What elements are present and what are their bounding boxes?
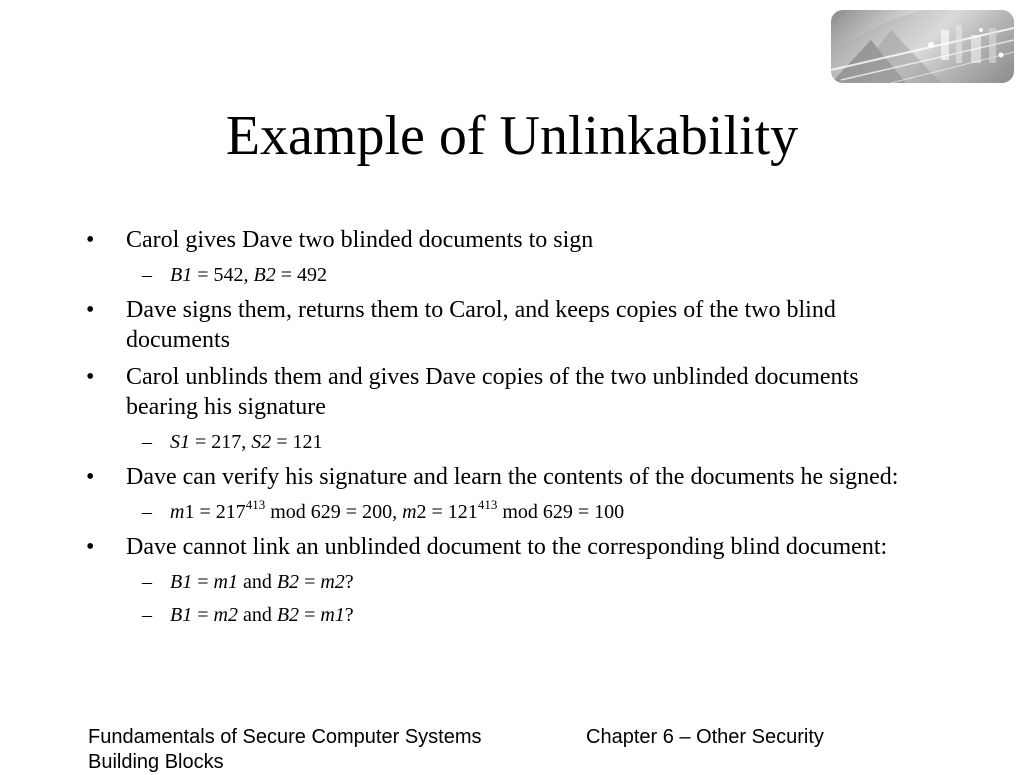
sub-item — [86, 496, 936, 525]
sub-text: = — [192, 604, 214, 626]
bullet-mark: • — [86, 227, 95, 253]
variable: m2 — [320, 571, 345, 593]
sub-text: and — [237, 604, 277, 626]
bullet-item — [86, 225, 936, 255]
variable: B2 — [276, 604, 300, 626]
bullet-item — [86, 462, 936, 492]
bullet-text: Dave cannot link an unblinded document to the corresponding blind document: — [126, 534, 888, 560]
bullet-item — [86, 532, 936, 562]
dash-mark: – — [142, 571, 152, 593]
dash-mark: – — [142, 501, 152, 523]
sub-item — [86, 429, 936, 455]
variable: B2 — [253, 264, 276, 286]
sub-text: = 217, — [190, 431, 252, 453]
bullet-text: Carol gives Dave two blinded documents to sign — [126, 227, 594, 253]
sub-text: ? — [344, 571, 354, 593]
bullet-mark: • — [86, 534, 95, 560]
variable: B2 — [276, 571, 300, 593]
variable: B1 — [170, 604, 193, 626]
city-lights-photo-icon — [831, 10, 1014, 83]
exponent: 413 — [245, 496, 266, 512]
sub-text: = — [299, 604, 321, 626]
footer-chapter-continued: Building Blocks — [88, 751, 224, 773]
sub-text: = 542, — [192, 264, 254, 286]
dash-mark: – — [142, 431, 152, 453]
footer-chapter: Chapter 6 – Other Security — [586, 726, 824, 748]
sub-item — [86, 602, 936, 628]
dash-mark: – — [142, 264, 152, 286]
bullet-item — [86, 295, 936, 355]
sub-text: = — [299, 571, 321, 593]
bullet-text: Dave can verify his signature and learn the contents of the documents he signed: — [126, 464, 899, 490]
variable: S1 — [170, 431, 190, 453]
sub-text: mod 629 = 200, — [265, 501, 403, 523]
sub-text: = 492 — [275, 264, 327, 286]
sub-text: = — [192, 571, 214, 593]
sub-text: 1 = 217 — [184, 501, 246, 523]
header-photo — [831, 10, 1014, 83]
slide-title: Example of Unlinkability — [225, 105, 799, 167]
variable: S2 — [251, 431, 272, 453]
variable: B1 — [170, 571, 193, 593]
exponent: 413 — [477, 496, 498, 512]
bullet-text: Dave signs them, returns them to Carol, and keeps copies of the two blind documents — [126, 297, 836, 353]
bullet-mark: • — [86, 364, 95, 390]
footer-book-title: Fundamentals of Secure Computer Systems — [88, 726, 482, 748]
variable: m1 — [213, 571, 238, 593]
variable: m — [170, 501, 185, 523]
dash-mark: – — [142, 604, 152, 626]
sub-item — [86, 262, 936, 288]
bullet-item — [86, 362, 936, 422]
variable: m2 — [213, 604, 238, 626]
sub-text: mod 629 = 100 — [497, 501, 625, 523]
bullet-mark: • — [86, 464, 95, 490]
bullet-text: Carol unblinds them and gives Dave copies of the two unblinded documents bearing his signature — [126, 364, 859, 420]
variable: B1 — [170, 264, 193, 286]
sub-text: 2 = 121 — [416, 501, 478, 523]
sub-text: and — [237, 571, 277, 593]
variable: m — [402, 501, 417, 523]
slide-content — [86, 225, 936, 628]
variable: m1 — [320, 604, 345, 626]
sub-text: ? — [344, 604, 354, 626]
sub-text: = 121 — [271, 431, 323, 453]
sub-item — [86, 569, 936, 595]
bullet-mark: • — [86, 297, 95, 323]
